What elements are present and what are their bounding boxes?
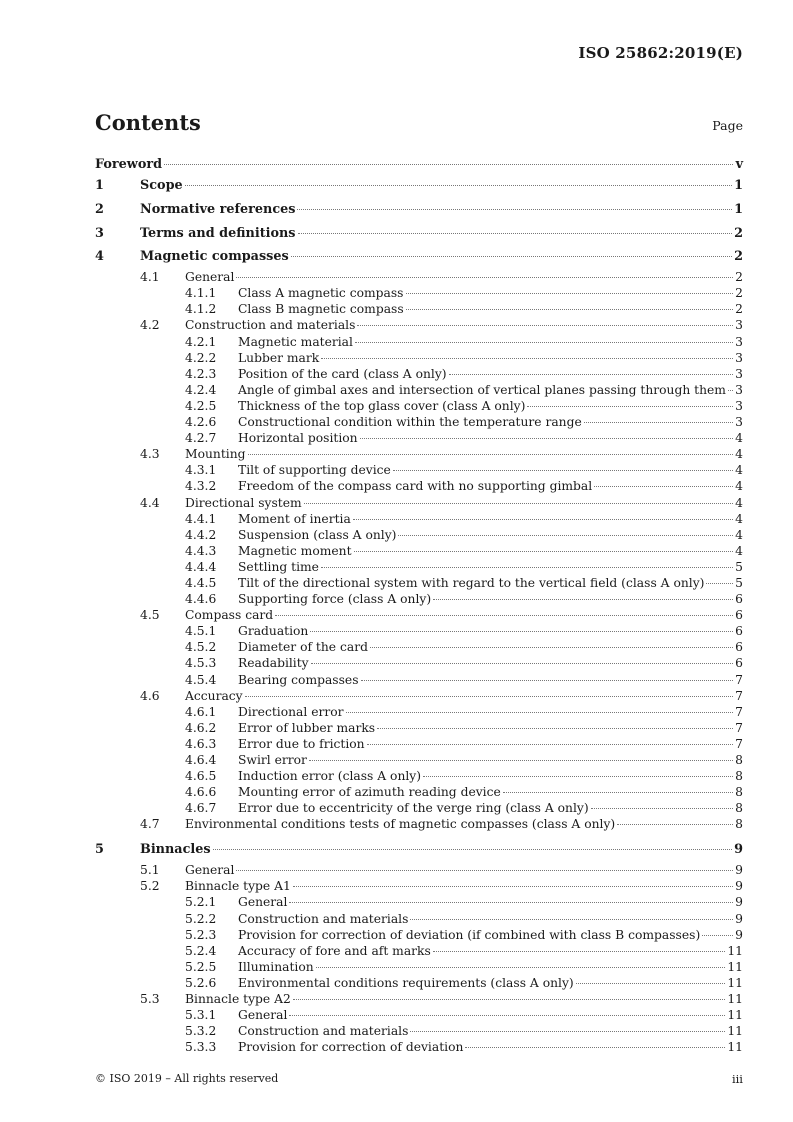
dot-leader bbox=[245, 696, 733, 697]
toc-entry-title: Swirl error bbox=[238, 753, 307, 767]
toc-entry-number: 5.2.6 bbox=[185, 975, 217, 990]
dot-leader bbox=[316, 967, 726, 968]
toc-entry-title: Compass card bbox=[185, 608, 274, 623]
dot-leader bbox=[377, 728, 733, 729]
toc-entry-title: Magnetic moment bbox=[238, 543, 352, 558]
toc-entry-number: 4.5 bbox=[140, 608, 160, 623]
dot-leader bbox=[423, 776, 733, 777]
toc-entry-number: 4.5.4 bbox=[185, 672, 217, 687]
toc-entry-page: 9 bbox=[735, 863, 743, 878]
dot-leader bbox=[297, 209, 732, 210]
dot-leader bbox=[248, 454, 734, 455]
toc-entry-number: 4.2 bbox=[140, 318, 160, 333]
toc-entry-page: 3 bbox=[735, 350, 743, 365]
toc-entry-title: Suspension (class A only) bbox=[238, 527, 397, 542]
toc-entry-page: 3 bbox=[735, 398, 743, 413]
toc-entry[interactable] bbox=[95, 862, 743, 878]
toc-entry-number: 5.2.4 bbox=[185, 943, 217, 958]
toc-entry-number: 4.4.3 bbox=[185, 543, 217, 558]
toc-entry-title: General bbox=[238, 895, 288, 910]
toc-entry[interactable] bbox=[95, 800, 743, 816]
toc-entry[interactable] bbox=[95, 639, 743, 655]
toc-entry-page: 6 bbox=[735, 656, 743, 671]
toc-entry-title: Construction and materials bbox=[238, 1024, 409, 1039]
toc-entry-page: 3 bbox=[735, 334, 743, 349]
dot-leader bbox=[360, 438, 733, 439]
toc-entry[interactable] bbox=[95, 198, 743, 222]
dot-leader bbox=[449, 374, 733, 375]
toc-entry-number: 4.3.1 bbox=[185, 463, 217, 478]
dot-leader bbox=[728, 390, 733, 391]
page-column-label: Page bbox=[712, 118, 743, 133]
toc-entry[interactable] bbox=[95, 959, 743, 975]
toc-entry-number: 4.2.1 bbox=[185, 334, 217, 349]
toc-entry-number: 4.4.5 bbox=[185, 575, 217, 590]
dot-leader bbox=[406, 309, 733, 310]
toc-entry[interactable] bbox=[95, 816, 743, 832]
toc-entry-page: 3 bbox=[735, 415, 743, 430]
toc-entry-page: 6 bbox=[735, 608, 743, 623]
dot-leader bbox=[465, 1047, 725, 1048]
toc-entry-page: 7 bbox=[735, 688, 743, 703]
toc-entry-title: Mounting bbox=[185, 447, 246, 462]
toc-entry-title: Directional error bbox=[238, 704, 344, 719]
toc-entry-title: Induction error (class A only) bbox=[238, 769, 422, 784]
toc-entry-page: 11 bbox=[727, 959, 743, 974]
toc-entry[interactable] bbox=[95, 350, 743, 366]
dot-leader bbox=[398, 535, 733, 536]
toc-entry[interactable] bbox=[95, 943, 743, 959]
dot-leader bbox=[293, 886, 733, 887]
toc-entry[interactable] bbox=[95, 607, 743, 623]
toc-entry-number: 1 bbox=[95, 178, 104, 193]
dot-leader bbox=[584, 422, 733, 423]
toc-entry-title: Environmental conditions tests of magnetic compasses (class A only) bbox=[185, 817, 616, 832]
toc-entry[interactable] bbox=[95, 768, 743, 784]
toc-entry-page: 11 bbox=[727, 943, 743, 958]
toc-entry-number: 4.5.1 bbox=[185, 624, 217, 639]
dot-leader bbox=[406, 293, 734, 294]
dot-leader bbox=[361, 680, 733, 681]
toc-entry-page: 1 bbox=[734, 201, 743, 217]
toc-entry-number: 4.4.2 bbox=[185, 527, 217, 542]
toc-entry-number: 4.3.2 bbox=[185, 479, 217, 494]
dot-leader bbox=[275, 615, 733, 616]
toc-entry-title: Binnacle type A2 bbox=[185, 992, 291, 1007]
toc-entry-page: 4 bbox=[735, 463, 743, 478]
toc-entry-page: 5 bbox=[735, 559, 743, 574]
dot-leader bbox=[591, 808, 733, 809]
toc-entry-title: Class A magnetic compass bbox=[238, 286, 404, 301]
toc-entry-number: 5.1 bbox=[140, 863, 160, 878]
toc-entry-page: 4 bbox=[735, 495, 743, 510]
dot-leader bbox=[354, 551, 733, 552]
toc-entry[interactable] bbox=[95, 155, 743, 174]
toc-entry-page: 7 bbox=[735, 704, 743, 719]
toc-entry[interactable] bbox=[95, 430, 743, 446]
toc-entry-number: 4.5.2 bbox=[185, 640, 217, 655]
toc-entry-number: 5.2.3 bbox=[185, 927, 217, 942]
dot-leader bbox=[702, 935, 733, 936]
toc-entry-title: Foreword bbox=[95, 157, 163, 172]
toc-entry-number: 4.4.6 bbox=[185, 592, 217, 607]
toc-entry-title: General bbox=[185, 863, 235, 878]
toc-entry[interactable] bbox=[95, 245, 743, 269]
toc-entry-number: 5.2.1 bbox=[185, 895, 217, 910]
toc-entry-title: Accuracy bbox=[185, 688, 243, 703]
toc-entry[interactable] bbox=[95, 478, 743, 494]
toc-entry[interactable] bbox=[95, 927, 743, 943]
toc-entry-page: 4 bbox=[735, 511, 743, 526]
toc-entry-title: Directional system bbox=[185, 495, 302, 510]
toc-entry-title: Freedom of the compass card with no supporting gimbal bbox=[238, 479, 593, 494]
toc-entry-title: Provision for correction of deviation bbox=[238, 1040, 464, 1055]
toc-entry-title: Position of the card (class A only) bbox=[238, 366, 447, 381]
dot-leader bbox=[236, 277, 733, 278]
toc-entry-title: Accuracy of fore and aft marks bbox=[238, 943, 431, 958]
dot-leader bbox=[706, 583, 733, 584]
toc-entry-title: Tilt of the directional system with regard to the vertical field (class A only) bbox=[238, 575, 705, 590]
toc-entry-page: 9 bbox=[735, 927, 743, 942]
toc-entry-page: 7 bbox=[735, 720, 743, 735]
dot-leader bbox=[321, 358, 733, 359]
toc-entry-page: 9 bbox=[735, 879, 743, 894]
dot-leader bbox=[367, 744, 733, 745]
dot-leader bbox=[291, 256, 732, 257]
toc-entry-title: Environmental conditions requirements (class A only) bbox=[238, 975, 574, 990]
toc-entry-page: 3 bbox=[735, 318, 743, 333]
toc-entry-page: 4 bbox=[735, 431, 743, 446]
dot-leader bbox=[527, 406, 733, 407]
toc-entry[interactable] bbox=[95, 317, 743, 333]
toc-entry-title: Construction and materials bbox=[185, 318, 356, 333]
toc-entry-title: Binnacle type A1 bbox=[185, 879, 291, 894]
toc-entry-page: 2 bbox=[735, 270, 743, 285]
toc-entry-page: 4 bbox=[735, 543, 743, 558]
toc-entry[interactable] bbox=[95, 736, 743, 752]
toc-entry-title: Horizontal position bbox=[238, 431, 358, 446]
toc-entry[interactable] bbox=[95, 575, 743, 591]
toc-entry-title: Graduation bbox=[238, 624, 309, 639]
toc-entry-page: 2 bbox=[734, 249, 743, 265]
toc-entry-number: 5.3 bbox=[140, 992, 160, 1007]
toc-entry[interactable] bbox=[95, 495, 743, 511]
dot-leader bbox=[164, 164, 733, 165]
toc-entry-number: 4.7 bbox=[140, 817, 160, 832]
toc-entry-title: Class B magnetic compass bbox=[238, 302, 404, 317]
toc-entry-page: 8 bbox=[735, 801, 743, 816]
dot-leader bbox=[298, 233, 733, 234]
toc-entry[interactable] bbox=[95, 1039, 743, 1055]
dot-leader bbox=[410, 919, 733, 920]
toc-entry[interactable] bbox=[95, 704, 743, 720]
toc-entry-number: 4.1.1 bbox=[185, 286, 217, 301]
dot-leader bbox=[321, 567, 733, 568]
toc-entry-page: 5 bbox=[735, 575, 743, 590]
toc-entry-title: Bearing compasses bbox=[238, 672, 359, 687]
toc-entry-page: v bbox=[735, 157, 743, 172]
dot-leader bbox=[617, 824, 733, 825]
toc-entry-title: Error due to friction bbox=[238, 736, 365, 751]
toc-entry-page: 2 bbox=[734, 225, 743, 241]
toc-entry-page: 4 bbox=[735, 447, 743, 462]
toc-entry[interactable] bbox=[95, 784, 743, 800]
toc-entry-page: 11 bbox=[727, 1040, 743, 1055]
toc-entry-title: Construction and materials bbox=[238, 911, 409, 926]
toc-entry-page: 9 bbox=[735, 911, 743, 926]
toc-entry[interactable] bbox=[95, 446, 743, 462]
footer-copyright: © ISO 2019 – All rights reserved bbox=[95, 1072, 279, 1085]
toc-entry[interactable] bbox=[95, 878, 743, 894]
toc-entry-number: 3 bbox=[95, 225, 104, 241]
toc-entry-title: Magnetic material bbox=[238, 334, 353, 349]
toc-entry[interactable] bbox=[95, 1023, 743, 1039]
toc-entry-number: 5 bbox=[95, 842, 104, 858]
toc-entry[interactable] bbox=[95, 174, 743, 198]
toc-entry-title: Diameter of the card bbox=[238, 640, 368, 655]
toc-entry-title: Constructional condition within the temperature range bbox=[238, 415, 582, 430]
toc-entry-title: Settling time bbox=[238, 559, 319, 574]
toc-entry-title: General bbox=[238, 1008, 288, 1023]
toc-entry[interactable] bbox=[95, 1007, 743, 1023]
toc-entry-title: Moment of inertia bbox=[238, 511, 351, 526]
dot-leader bbox=[311, 663, 733, 664]
dot-leader bbox=[236, 870, 733, 871]
toc-entry-number: 4.2.5 bbox=[185, 398, 217, 413]
toc-entry-number: 4.6.5 bbox=[185, 769, 217, 784]
toc-entry-page: 3 bbox=[735, 382, 743, 397]
toc-entry-number: 4.6.3 bbox=[185, 736, 217, 751]
toc-entry[interactable] bbox=[95, 543, 743, 559]
dot-leader bbox=[346, 712, 733, 713]
toc-entry-page: 7 bbox=[735, 672, 743, 687]
footer-page-number: iii bbox=[731, 1072, 743, 1086]
toc-entry-page: 8 bbox=[735, 785, 743, 800]
toc-entry-number: 5.3.1 bbox=[185, 1008, 217, 1023]
toc-entry-page: 11 bbox=[727, 1024, 743, 1039]
toc-entry[interactable] bbox=[95, 688, 743, 704]
toc-entry[interactable] bbox=[95, 838, 743, 862]
toc-entry-title: Readability bbox=[238, 656, 309, 671]
dot-leader bbox=[576, 983, 726, 984]
toc-entry[interactable] bbox=[95, 398, 743, 414]
toc-entry-number: 4.5.3 bbox=[185, 656, 217, 671]
toc-entry[interactable] bbox=[95, 269, 743, 285]
toc-entry[interactable] bbox=[95, 382, 743, 398]
dot-leader bbox=[503, 792, 733, 793]
document-code: ISO 25862:2019(E) bbox=[578, 44, 743, 62]
toc-entry-title: Provision for correction of deviation (if combined with class B compasses) bbox=[238, 927, 701, 942]
toc-entry-number: 5.2 bbox=[140, 879, 160, 894]
toc-entry[interactable] bbox=[95, 414, 743, 430]
dot-leader bbox=[310, 631, 733, 632]
toc-entry-page: 9 bbox=[734, 842, 743, 858]
toc-entry[interactable] bbox=[95, 720, 743, 736]
toc-entry-title: Tilt of supporting device bbox=[238, 463, 391, 478]
toc-entry[interactable] bbox=[95, 222, 743, 246]
toc-entry-page: 1 bbox=[734, 178, 743, 193]
toc-entry-page: 4 bbox=[735, 527, 743, 542]
toc-entry-number: 4.4 bbox=[140, 495, 160, 510]
toc-entry[interactable] bbox=[95, 462, 743, 478]
toc-entry[interactable] bbox=[95, 975, 743, 991]
toc-entry[interactable] bbox=[95, 752, 743, 768]
dot-leader bbox=[304, 503, 733, 504]
toc-entry[interactable] bbox=[95, 366, 743, 382]
toc-entry-number: 4.6.2 bbox=[185, 720, 217, 735]
toc-entry-number: 4.6 bbox=[140, 688, 160, 703]
toc-entry-page: 11 bbox=[727, 992, 743, 1007]
toc-entry-title: General bbox=[185, 270, 235, 285]
toc-entry[interactable] bbox=[95, 894, 743, 910]
dot-leader bbox=[370, 647, 733, 648]
toc-entry-page: 11 bbox=[727, 1008, 743, 1023]
toc-entry-page: 6 bbox=[735, 624, 743, 639]
toc-entry-title: Magnetic compasses bbox=[140, 249, 289, 265]
toc-entry-number: 4.1 bbox=[140, 270, 160, 285]
page-title: Contents bbox=[95, 110, 201, 135]
toc-entry-title: Thickness of the top glass cover (class A only) bbox=[238, 398, 526, 413]
dot-leader bbox=[594, 486, 733, 487]
toc-entry-number: 4.2.3 bbox=[185, 366, 217, 381]
dot-leader bbox=[289, 1015, 725, 1016]
toc-entry[interactable] bbox=[95, 285, 743, 301]
dot-leader bbox=[185, 185, 732, 186]
toc-entry[interactable] bbox=[95, 623, 743, 639]
dot-leader bbox=[433, 599, 733, 600]
toc-entry-number: 4.6.6 bbox=[185, 785, 217, 800]
toc-entry-number: 4.4.4 bbox=[185, 559, 217, 574]
dot-leader bbox=[357, 325, 733, 326]
toc-entry[interactable] bbox=[95, 301, 743, 317]
toc-entry-page: 8 bbox=[735, 769, 743, 784]
toc-entry-title: Angle of gimbal axes and intersection of vertical planes passing through them bbox=[238, 382, 726, 397]
toc-entry[interactable] bbox=[95, 559, 743, 575]
toc-entry[interactable] bbox=[95, 527, 743, 543]
toc-entry-number: 4 bbox=[95, 249, 104, 265]
toc-entry-title: Error of lubber marks bbox=[238, 720, 376, 735]
toc-entry-title: Binnacles bbox=[140, 842, 211, 858]
toc-entry-title: Illumination bbox=[238, 959, 314, 974]
toc-entry-number: 4.3 bbox=[140, 447, 160, 462]
dot-leader bbox=[355, 342, 733, 343]
toc-entry-page: 7 bbox=[735, 736, 743, 751]
dot-leader bbox=[393, 470, 733, 471]
toc-entry-page: 3 bbox=[735, 366, 743, 381]
toc-entry-number: 4.4.1 bbox=[185, 511, 217, 526]
toc-entry-page: 9 bbox=[735, 895, 743, 910]
toc-entry[interactable] bbox=[95, 334, 743, 350]
toc-entry-number: 4.2.2 bbox=[185, 350, 217, 365]
toc-entry-number: 4.2.6 bbox=[185, 415, 217, 430]
toc-entry-page: 2 bbox=[735, 302, 743, 317]
toc-entry-title: Lubber mark bbox=[238, 350, 320, 365]
toc-entry-title: Normative references bbox=[140, 201, 296, 217]
toc-entry-page: 6 bbox=[735, 592, 743, 607]
toc-entry-title: Mounting error of azimuth reading device bbox=[238, 785, 501, 800]
toc-entry-number: 4.6.7 bbox=[185, 801, 217, 816]
toc-entry-number: 4.6.4 bbox=[185, 753, 217, 767]
toc-entry-title: Scope bbox=[140, 178, 183, 193]
toc-entry[interactable] bbox=[95, 511, 743, 527]
toc-entry-page: 4 bbox=[735, 479, 743, 494]
toc-entry-title: Supporting force (class A only) bbox=[238, 592, 432, 607]
toc-entry-number: 4.2.4 bbox=[185, 382, 217, 397]
dot-leader bbox=[410, 1031, 725, 1032]
dot-leader bbox=[213, 849, 733, 850]
toc-entry[interactable] bbox=[95, 591, 743, 607]
toc-entry-number: 4.1.2 bbox=[185, 302, 217, 317]
dot-leader bbox=[289, 902, 733, 903]
toc-entry-number: 5.2.2 bbox=[185, 911, 217, 926]
toc-entry[interactable] bbox=[95, 655, 743, 671]
toc-entry[interactable] bbox=[95, 672, 743, 688]
toc-entry-number: 5.2.5 bbox=[185, 959, 217, 974]
table-of-contents bbox=[95, 155, 743, 1055]
toc-entry-number: 5.3.2 bbox=[185, 1024, 217, 1039]
toc-entry-page: 11 bbox=[727, 975, 743, 990]
toc-entry-page: 2 bbox=[735, 286, 743, 301]
toc-entry-number: 4.6.1 bbox=[185, 704, 217, 719]
toc-entry-page: 8 bbox=[735, 753, 743, 767]
dot-leader bbox=[433, 951, 726, 952]
dot-leader bbox=[353, 519, 733, 520]
toc-entry-number: 4.2.7 bbox=[185, 431, 217, 446]
toc-entry[interactable] bbox=[95, 911, 743, 927]
toc-entry-title: Error due to eccentricity of the verge ring (class A only) bbox=[238, 801, 589, 816]
toc-entry[interactable] bbox=[95, 991, 743, 1007]
toc-entry-page: 6 bbox=[735, 640, 743, 655]
dot-leader bbox=[309, 760, 733, 761]
toc-entry-title: Terms and definitions bbox=[140, 225, 296, 241]
dot-leader bbox=[293, 999, 726, 1000]
toc-entry-page: 8 bbox=[735, 817, 743, 832]
toc-entry-number: 2 bbox=[95, 201, 104, 217]
toc-entry-number: 5.3.3 bbox=[185, 1040, 217, 1055]
